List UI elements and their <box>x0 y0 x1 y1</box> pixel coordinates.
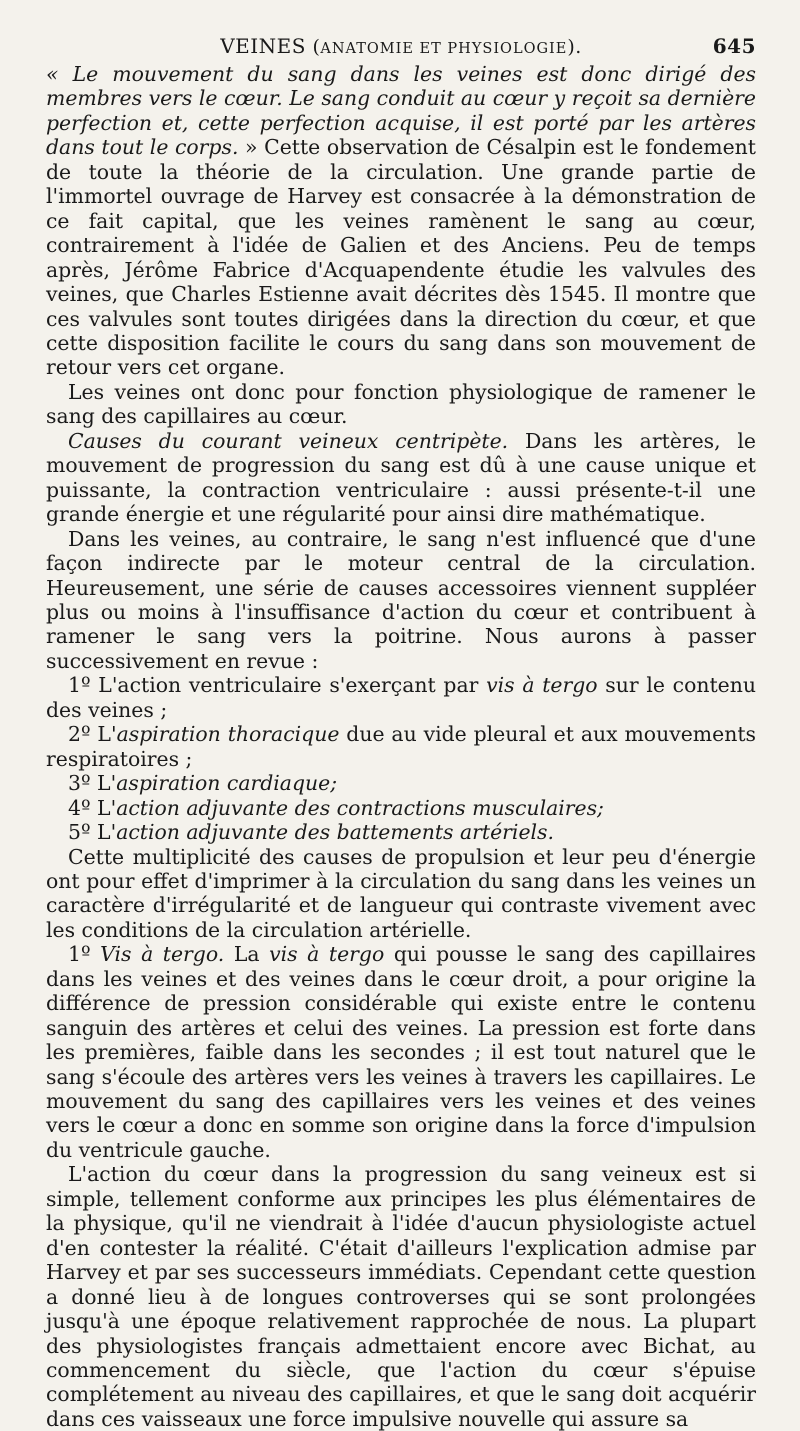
list-item <box>46 796 756 820</box>
body-text <box>46 62 756 1431</box>
running-head <box>46 28 756 62</box>
list-item-pre: L' <box>90 722 117 747</box>
list-item-number: 3º <box>68 771 91 796</box>
term-vis-a-tergo: vis à tergo <box>269 942 385 967</box>
running-title-paren-close: ). <box>567 36 582 58</box>
page-number: 645 <box>712 34 756 58</box>
section-heading-vis-a-tergo: Vis à tergo. <box>100 942 225 967</box>
list-item-italic: aspiration cardiaque; <box>116 771 338 796</box>
quote-cesalpin: « Le mouvement du sang dans les veines est donc dirigé des membres vers le cœur. Le sang conduit au cœur y reçoit sa dernière perfection et, cette perfection acquise, il est porté par les artères dans tout le corps. <box>46 62 756 160</box>
list-item-number: 4º <box>68 795 91 820</box>
section-number: 1º <box>68 942 101 967</box>
list-item-pre: L' <box>90 771 117 796</box>
list-item-post: due au vide pleural et aux mouvements respiratoires ; <box>46 722 756 771</box>
list-item-number: 1º <box>68 673 91 698</box>
list-item <box>46 820 756 844</box>
list-item-italic: aspiration thoracique <box>116 722 340 747</box>
list-item-pre: L'action ventriculaire s'exerçant par <box>90 673 487 698</box>
list-item <box>46 673 756 722</box>
paragraph-causes-text: Dans les artères, le mouvement de progression du sang est dû à une cause unique et puissante, la contraction ventriculaire : aussi présente-t-il une grande énergie et une régularité pour ainsi dire mathématique. <box>46 428 756 527</box>
list-item-italic: vis à tergo <box>486 673 598 698</box>
paragraph-causes <box>46 429 756 527</box>
paragraph-vis-a-tergo-mid: La <box>224 942 270 967</box>
list-item-post: sur le contenu des veines ; <box>46 673 757 722</box>
running-title-paren-open: ( <box>305 36 321 58</box>
list-item-italic: action adjuvante des battements artériels. <box>116 820 554 845</box>
running-title-main: VEINES <box>220 34 306 58</box>
paragraph-function: Les veines ont donc pour fonction physiologique de ramener le sang des capillaires au cœur. <box>46 379 756 429</box>
list-item-pre: L' <box>90 820 117 845</box>
list-item-pre: L' <box>90 795 117 820</box>
list-item-number: 5º <box>68 820 91 845</box>
list-item <box>46 771 756 795</box>
paragraph-cesalpin <box>46 62 756 380</box>
paragraph-heart-action: L'action du cœur dans la progression du sang veineux est si simple, tellement conforme aux principes les plus élémentaires de la physique, qu'il ne viendrait à l'idée d'aucun physiologiste actuel d'en contester la réalité. C'était d'ailleurs l'explication admise par Harvey et par ses successeurs immédiats. Cependant cette question a donné lieu à de longues controverses qui se sont prolongées jusqu'à une époque relativement rapprochée de nous. La plupart des physiologistes français admettaient encore avec Bichat, au commencement du siècle, que l'action du cœur s'épuise complétement au niveau des capillaires, et que le sang doit acquérir dans ces vaisseaux une force impulsive nouvelle qui assure sa <box>46 1162 756 1431</box>
paragraph-vis-a-tergo <box>46 942 756 1162</box>
section-heading-causes: Causes du courant veineux centripète. <box>68 428 509 453</box>
paragraph-vis-a-tergo-text: qui pousse le sang des capillaires dans les veines et des veines dans le cœur droit, a pour origine la différence de pression considérable qui existe entre le contenu sanguin des artères et celui des veines. La pression est forte dans les premières, faible dans les secondes ; il est tout naturel que le sang s'écoule des artères vers les veines à travers les capillaires. Le mouvement du sang des capillaires vers les veines et des veines vers le cœur a donc en somme son origine dans la force d'impulsion du ventricule gauche. <box>46 942 756 1162</box>
list-item-number: 2º <box>68 722 91 747</box>
paragraph-cesalpin-text: » Cette observation de Césalpin est le fondement de toute la théorie de la circulation. Une grande partie de l'immortel ouvrage de Harvey est consacrée à la démonstration de ce fait capital, que les veines ramènent le sang au cœur, contrairement à l'idée de Galien et des Anciens. Peu de temps après, Jérôme Fabrice d'Acquapendente étudie les valvules des veines, que Charles Estienne avait décrites dès 1545. Il montre que ces valvules sont toutes dirigées dans la direction du cœur, et que cette disposition facilite le cours du sang dans son mouvement de retour vers cet organe. <box>46 135 756 380</box>
paragraph-veins-indirect: Dans les veines, au contraire, le sang n'est influencé que d'une façon indirecte par le moteur central de la circulation. Heureusement, une série de causes accessoires viennent suppléer plus ou moins à l'insuffisance d'action du cœur et contribuent à ramener le sang vers la poitrine. Nous aurons à passer successivement en revue : <box>46 526 756 673</box>
running-title-sub: ANATOMIE ET PHYSIOLOGIE <box>320 41 568 57</box>
paragraph-multiplicity: Cette multiplicité des causes de propulsion et leur peu d'énergie ont pour effet d'imprimer à la circulation du sang dans les veines un caractère d'irrégularité et de langueur qui contraste vivement avec les conditions de la circulation artérielle. <box>46 844 756 942</box>
running-title <box>46 34 756 58</box>
list-item-italic: action adjuvante des contractions musculaires; <box>116 795 604 820</box>
list-item <box>46 722 756 771</box>
